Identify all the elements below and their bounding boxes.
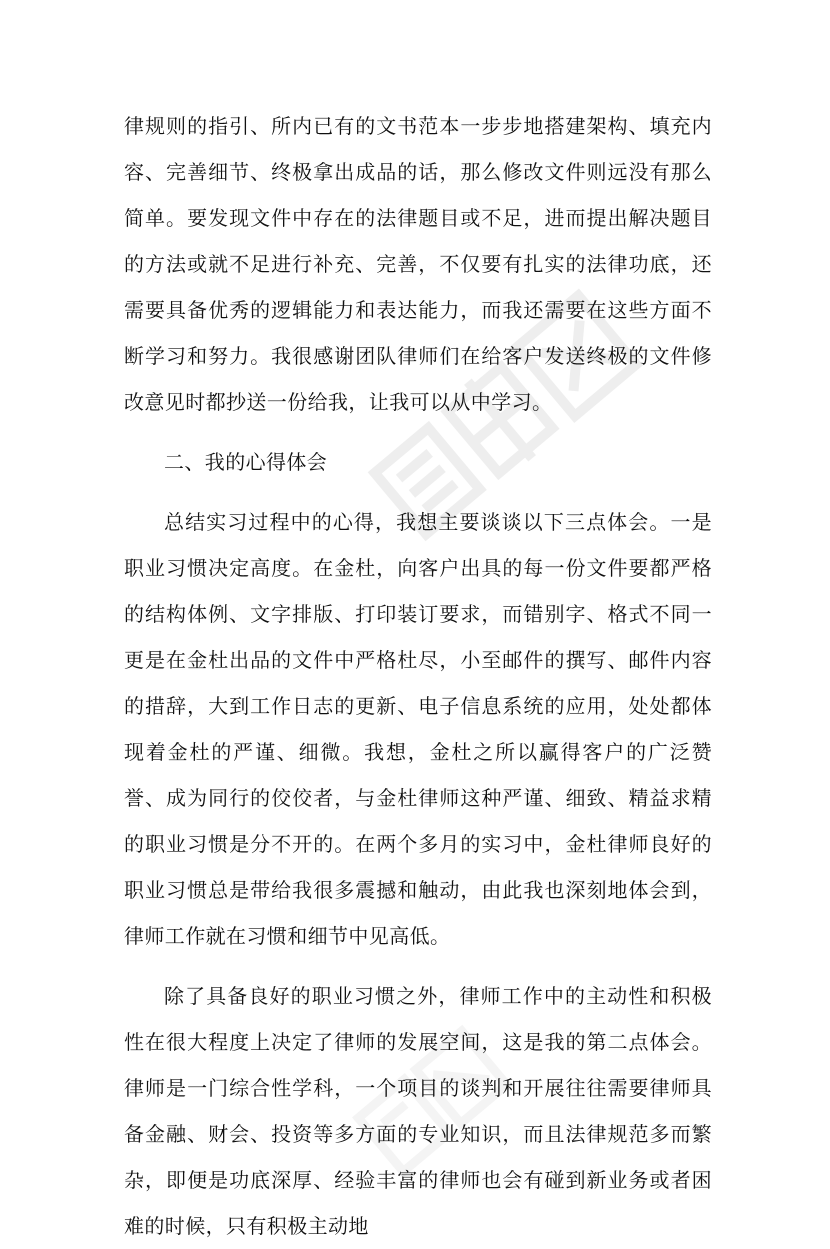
paragraph: 总结实习过程中的心得，我想主要谈谈以下三点体会。一是职业习惯决定高度。在金杜，向客户出具的每一份文件要都严格的结构体例、文字排版、打印装订要求，而错别字、格式不同一更是在金杜出品的文件中严格杜尽，小至邮件的撰写、邮件内容的措辞，大到工作日志的更新、电子信息系统的应用，处处都体现着金杜的严谨、细微。我想，金杜之所以赢得客户的广泛赞誉、成为同行的佼佼者，与金杜律师这种严谨、细致、精益求精的职业习惯是分不开的。在两个多月的实习中，金杜律师良好的职业习惯总是带给我很多震撼和触动，由此我也深刻地体会到，律师工作就在习惯和细节中见高低。 xyxy=(124,510,712,948)
body-text xyxy=(124,103,712,1249)
paragraph-continuation: 律规则的指引、所内已有的文书范本一步步地搭建架构、填充内容、完善细节、终极拿出成品的话，那么修改文件则远没有那么简单。要发现文件中存在的法律题目或不足，进而提出解决题目的方法或就不足进行补充、完善，不仅要有扎实的法律功底，还需要具备优秀的逻辑能力和表达能力，而我还需要在这些方面不断学习和努力。我很感谢团队律师们在给客户发送终极的文件修改意见时都抄送一份给我，让我可以从中学习。 xyxy=(124,114,712,414)
section-heading: 二、我的心得体会 xyxy=(164,450,328,474)
paragraph: 除了具备良好的职业习惯之外，律师工作中的主动性和积极性在很大程度上决定了律师的发展空间，这是我的第二点体会。律师是一门综合性学科，一个项目的谈判和开展往往需要律师具备金融、财会、投资等多方面的专业知识，而且法律规范多而繁杂，即便是功底深厚、经验丰富的律师也会有碰到新业务或者困难的时候，只有积极主动地 xyxy=(124,984,712,1238)
